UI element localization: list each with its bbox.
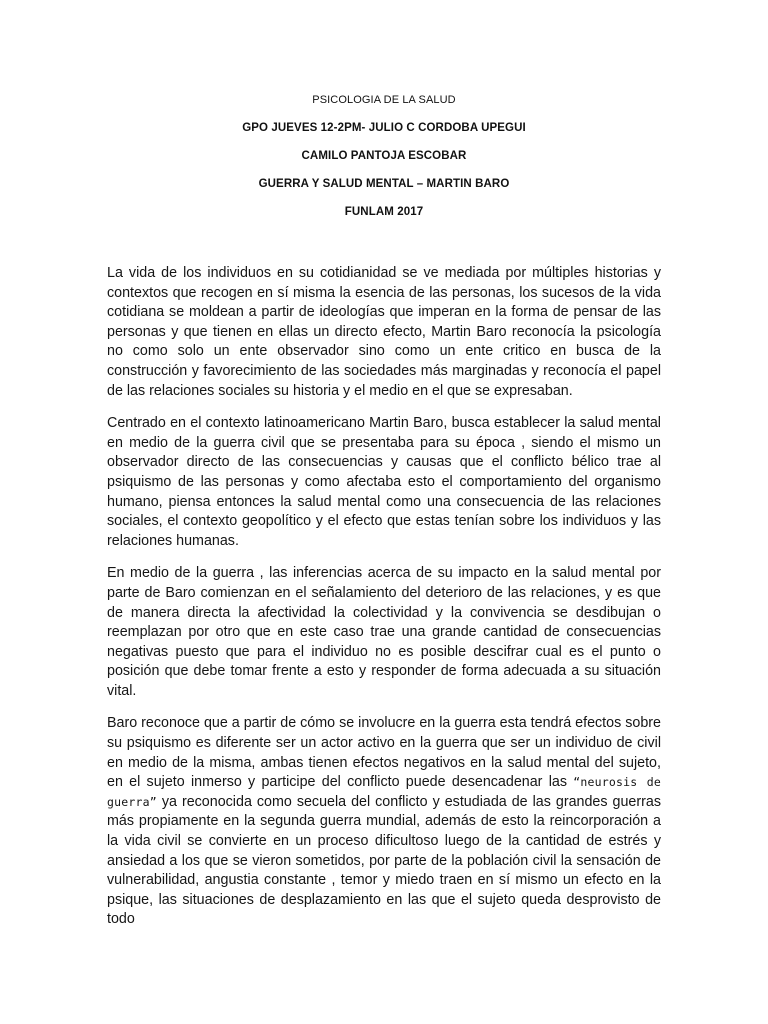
group-line: GPO JUEVES 12-2PM- JULIO C CORDOBA UPEGUI: [242, 122, 526, 134]
paragraph-2: Centrado en el contexto latinoamericano Martin Baro, busca establecer la salud mental en medio de la guerra civil que se presentaba para su época , siendo el mismo un observador directo de las consecuencias y causas que el conflicto bélico trae al psiquismo de las personas y como afectaba esto el comportamiento del organismo humano, piensa entonces la salud mental como una consecuencia de las relaciones sociales, el contexto geopolítico y el efecto que estas tenían sobre los individuos y las relaciones humanas.: [107, 415, 661, 549]
institution-year: FUNLAM 2017: [344, 206, 424, 218]
paragraph-4-start: Baro reconoce que a partir de cómo se involucre en la guerra esta tendrá efectos sobre su psiquismo es diferente ser un actor activo en la guerra que ser un individuo de civil en medio de la misma, ambas tienen efectos negativos en la salud mental del sujeto, en el sujeto inmerso y participe del conflicto puede desencadenar las: [107, 715, 661, 791]
paragraph-4: [107, 714, 661, 930]
paragraph-4-end: ya reconocida como secuela del conflicto y estudiada de las grandes guerras más propiamente en la segunda guerra mundial, además de esto la reincorporación a la vida civil se convierte en un proceso dificultoso luego de la cantidad de estrés y ansiedad a los que se vieron sometidos, por parte de la población civil la sensación de vulnerabilidad, angustia constante , temor y miedo traen en sí mismo un efecto en la psique, las situaciones de desplazamiento en las que el sujeto queda desprovisto de todo: [107, 793, 661, 928]
paragraph-4-quote: “neurosis de guerra”: [107, 775, 662, 809]
paragraph-3: En medio de la guerra , las inferencias acerca de su impacto en la salud mental por parte de Baro comienzan en el señalamiento del deterioro de las relaciones, y es que de manera directa la afectividad la colectividad y la convivencia se desdibujan o reemplazan por otro que en este caso trae una grande cantidad de consecuencias negativas puesto que para el individuo no es posible descifrar cual es el punto o posición que debe tomar frente a esto y responder de forma adecuada a su situación vital.: [107, 565, 661, 699]
document-title: GUERRA Y SALUD MENTAL – MARTIN BARO: [258, 178, 510, 190]
paragraph-1: La vida de los individuos en su cotidianidad se ve mediada por múltiples historias y contextos que recogen en sí misma la esencia de las personas, los sucesos de la vida cotidiana se moldean a partir de ideologías que imperan en la forma de pensar de las personas y que tienen en ellas un directo efecto, Martin Baro reconocía la psicología no como solo un ente observador sino como un ente critico en busca de la construcción y favorecimiento de las sociedades más marginadas y reconocía el papel de las relaciones sociales su historia y el medio en el que se expresaban.: [107, 265, 661, 399]
course-title: PSICOLOGIA DE LA SALUD: [312, 94, 456, 106]
document-body: [107, 264, 661, 943]
author-name: CAMILO PANTOJA ESCOBAR: [301, 150, 467, 162]
